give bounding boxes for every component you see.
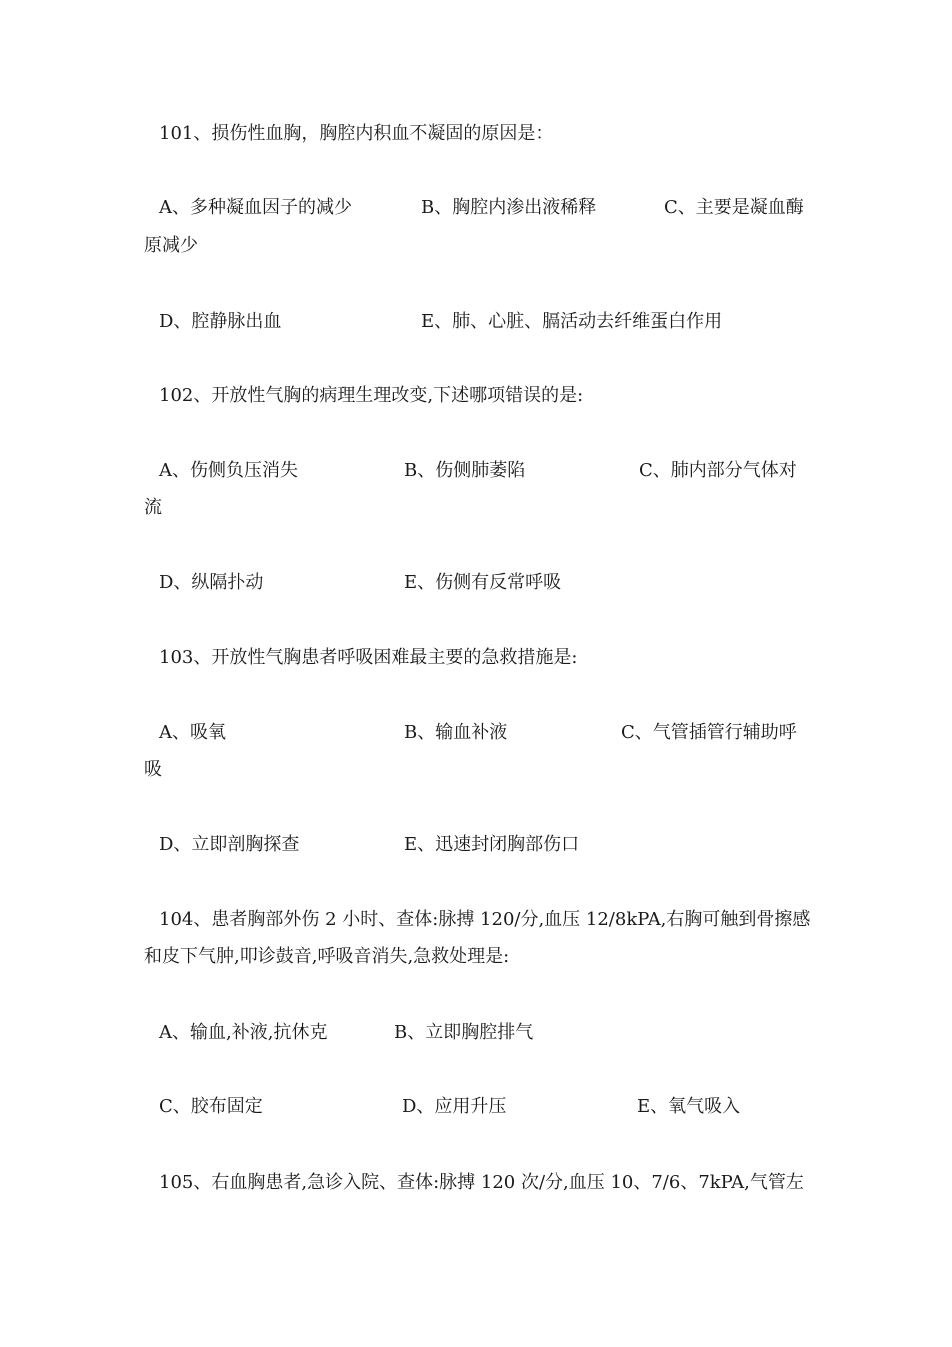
- question-105-stem: 105、右血胸患者,急诊入院、查体:脉搏 120 次/分,血压 10、7/6、7kPA,气管左: [159, 1172, 804, 1193]
- question-104-option-d: D、应用升压: [402, 1096, 507, 1117]
- question-102-option-c: C、肺内部分气体对: [639, 460, 797, 481]
- question-103-option-c-wrap: 吸: [144, 759, 162, 780]
- question-103-option-d: D、立即剖胸探查: [159, 834, 300, 855]
- question-101-option-e: E、肺、心脏、膈活动去纤维蛋白作用: [421, 311, 723, 332]
- question-102-option-c-wrap: 流: [144, 497, 162, 518]
- question-102-option-b: B、伤侧肺萎陷: [404, 460, 526, 481]
- question-104-stem-wrap: 和皮下气肿,叩诊鼓音,呼吸音消失,急救处理是:: [144, 946, 510, 967]
- question-101-option-d: D、腔静脉出血: [159, 311, 282, 332]
- question-104-option-e: E、氧气吸入: [637, 1096, 741, 1117]
- question-103-option-c: C、气管插管行辅助呼: [621, 722, 797, 743]
- question-101-option-c: C、主要是凝血酶: [664, 197, 804, 218]
- question-101-option-c-wrap: 原减少: [144, 235, 198, 256]
- question-103-option-a: A、吸氧: [159, 722, 226, 743]
- question-103-stem: 103、开放性气胸患者呼吸困难最主要的急救措施是:: [159, 647, 578, 668]
- question-103-option-e: E、迅速封闭胸部伤口: [404, 834, 580, 855]
- question-102-stem: 102、开放性气胸的病理生理改变,下述哪项错误的是:: [159, 385, 584, 406]
- question-104-stem: 104、患者胸部外伤 2 小时、查体:脉搏 120/分,血压 12/8kPA,右胸可触到骨擦感: [159, 909, 811, 930]
- question-104-option-b: B、立即胸腔排气: [394, 1022, 534, 1043]
- question-102-option-a: A、伤侧负压消失: [159, 460, 298, 481]
- question-102-option-e: E、伤侧有反常呼吸: [404, 572, 562, 593]
- question-101-option-b: B、胸腔内渗出液稀释: [421, 197, 597, 218]
- question-103-option-b: B、输血补液: [404, 722, 508, 743]
- question-104-option-a: A、输血,补液,抗休克: [159, 1022, 328, 1043]
- question-104-option-c: C、胶布固定: [159, 1096, 263, 1117]
- question-102-option-d: D、纵隔扑动: [159, 572, 264, 593]
- question-101-stem: 101、损伤性血胸，胸腔内积血不凝固的原因是：: [159, 123, 554, 144]
- question-101-option-a: A、多种凝血因子的减少: [159, 197, 352, 218]
